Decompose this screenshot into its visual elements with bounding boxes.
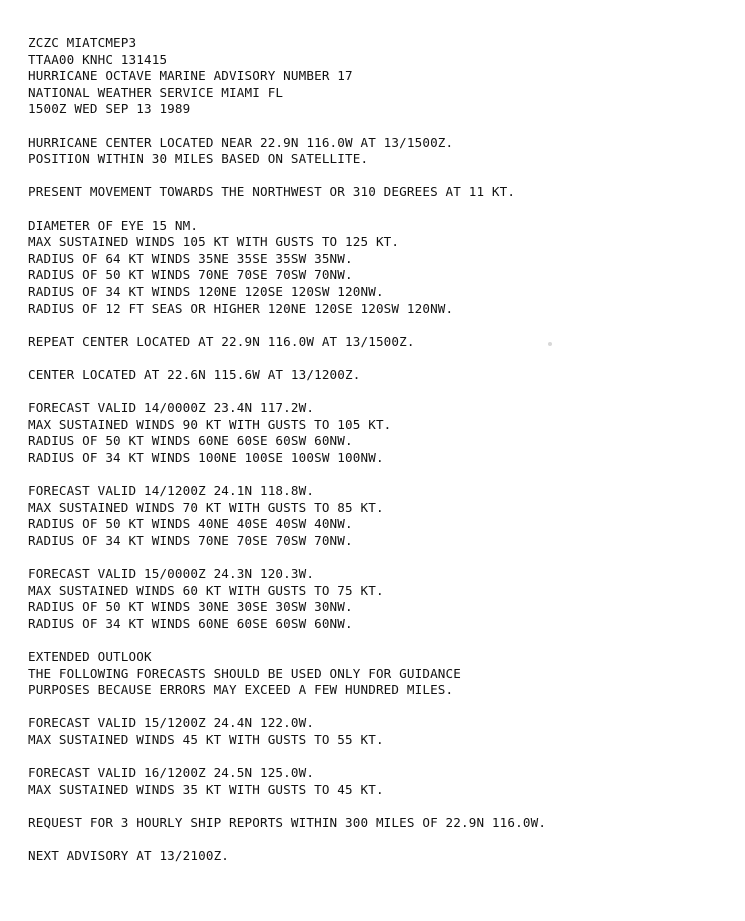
forecast-line: FORECAST VALID 14/0000Z 23.4N 117.2W. — [28, 400, 315, 416]
center-line: HURRICANE CENTER LOCATED NEAR 22.9N 116.0W AT 13/1500Z. — [28, 134, 454, 150]
movement-line: PRESENT MOVEMENT TOWARDS THE NORTHWEST OR 310 DEGREES AT 11 KT. — [28, 184, 516, 200]
center-line: POSITION WITHIN 30 MILES BASED ON SATELLITE. — [28, 151, 369, 167]
center-block — [28, 135, 738, 168]
repeat-center-line: REPEAT CENTER LOCATED AT 22.9N 116.0W AT 13/1500Z. — [28, 333, 415, 349]
conditions-line: RADIUS OF 50 KT WINDS 70NE 70SE 70SW 70NW. — [28, 267, 353, 283]
outlook-line: EXTENDED OUTLOOK — [28, 648, 152, 664]
outlook-line: THE FOLLOWING FORECASTS SHOULD BE USED ONLY FOR GUIDANCE — [28, 665, 461, 681]
conditions-line: RADIUS OF 34 KT WINDS 120NE 120SE 120SW 120NW. — [28, 283, 384, 299]
forecast-block-1 — [28, 400, 738, 466]
header-line: NATIONAL WEATHER SERVICE MIAMI FL — [28, 84, 284, 100]
conditions-line: DIAMETER OF EYE 15 NM. — [28, 217, 199, 233]
header-line: ZCZC MIATCMEP3 — [28, 35, 137, 50]
next-advisory-line: NEXT ADVISORY AT 13/2100Z. — [28, 848, 230, 864]
forecast-line: FORECAST VALID 16/1200Z 24.5N 125.0W. — [28, 765, 315, 781]
forecast-line: MAX SUSTAINED WINDS 35 KT WITH GUSTS TO 45 KT. — [28, 781, 384, 797]
header-line: TTAA00 KNHC 131415 — [28, 51, 168, 67]
conditions-line: RADIUS OF 64 KT WINDS 35NE 35SE 35SW 35NW. — [28, 250, 353, 266]
forecast-line: FORECAST VALID 14/1200Z 24.1N 118.8W. — [28, 483, 315, 499]
ship-request-block — [28, 815, 738, 832]
conditions-line: MAX SUSTAINED WINDS 105 KT WITH GUSTS TO 125 KT. — [28, 234, 400, 250]
conditions-line: RADIUS OF 12 FT SEAS OR HIGHER 120NE 120SE 120SW 120NW. — [28, 300, 454, 316]
movement-block — [28, 184, 738, 201]
forecast-line: RADIUS OF 34 KT WINDS 100NE 100SE 100SW 100NW. — [28, 449, 384, 465]
forecast-line: RADIUS OF 34 KT WINDS 70NE 70SE 70SW 70NW. — [28, 532, 353, 548]
current-conditions-block — [28, 218, 738, 318]
header-line: HURRICANE OCTAVE MARINE ADVISORY NUMBER 17 — [28, 68, 353, 84]
advisory-text — [28, 35, 738, 881]
forecast-block-4 — [28, 715, 738, 748]
header-line: 1500Z WED SEP 13 1989 — [28, 101, 191, 117]
scan-speck — [548, 342, 552, 346]
next-advisory-block — [28, 848, 738, 865]
extended-outlook-block — [28, 649, 738, 699]
ship-request-line: REQUEST FOR 3 HOURLY SHIP REPORTS WITHIN 300 MILES OF 22.9N 116.0W. — [28, 814, 547, 830]
forecast-line: RADIUS OF 50 KT WINDS 60NE 60SE 60SW 60NW. — [28, 433, 353, 449]
forecast-line: RADIUS OF 50 KT WINDS 30NE 30SE 30SW 30NW. — [28, 599, 353, 615]
repeat-center-block — [28, 334, 738, 351]
forecast-line: RADIUS OF 34 KT WINDS 60NE 60SE 60SW 60NW. — [28, 615, 353, 631]
previous-center-block — [28, 367, 738, 384]
forecast-line: MAX SUSTAINED WINDS 90 KT WITH GUSTS TO 105 KT. — [28, 416, 392, 432]
header-block — [28, 35, 738, 118]
forecast-line: RADIUS OF 50 KT WINDS 40NE 40SE 40SW 40NW. — [28, 516, 353, 532]
forecast-block-5 — [28, 765, 738, 798]
forecast-line: FORECAST VALID 15/1200Z 24.4N 122.0W. — [28, 715, 315, 731]
forecast-line: MAX SUSTAINED WINDS 60 KT WITH GUSTS TO 75 KT. — [28, 582, 384, 598]
forecast-block-2 — [28, 483, 738, 549]
outlook-line: PURPOSES BECAUSE ERRORS MAY EXCEED A FEW HUNDRED MILES. — [28, 682, 454, 698]
forecast-block-3 — [28, 566, 738, 632]
forecast-line: MAX SUSTAINED WINDS 70 KT WITH GUSTS TO 85 KT. — [28, 499, 384, 515]
previous-center-line: CENTER LOCATED AT 22.6N 115.6W AT 13/1200Z. — [28, 366, 361, 382]
forecast-line: MAX SUSTAINED WINDS 45 KT WITH GUSTS TO 55 KT. — [28, 731, 384, 747]
forecast-line: FORECAST VALID 15/0000Z 24.3N 120.3W. — [28, 566, 315, 581]
